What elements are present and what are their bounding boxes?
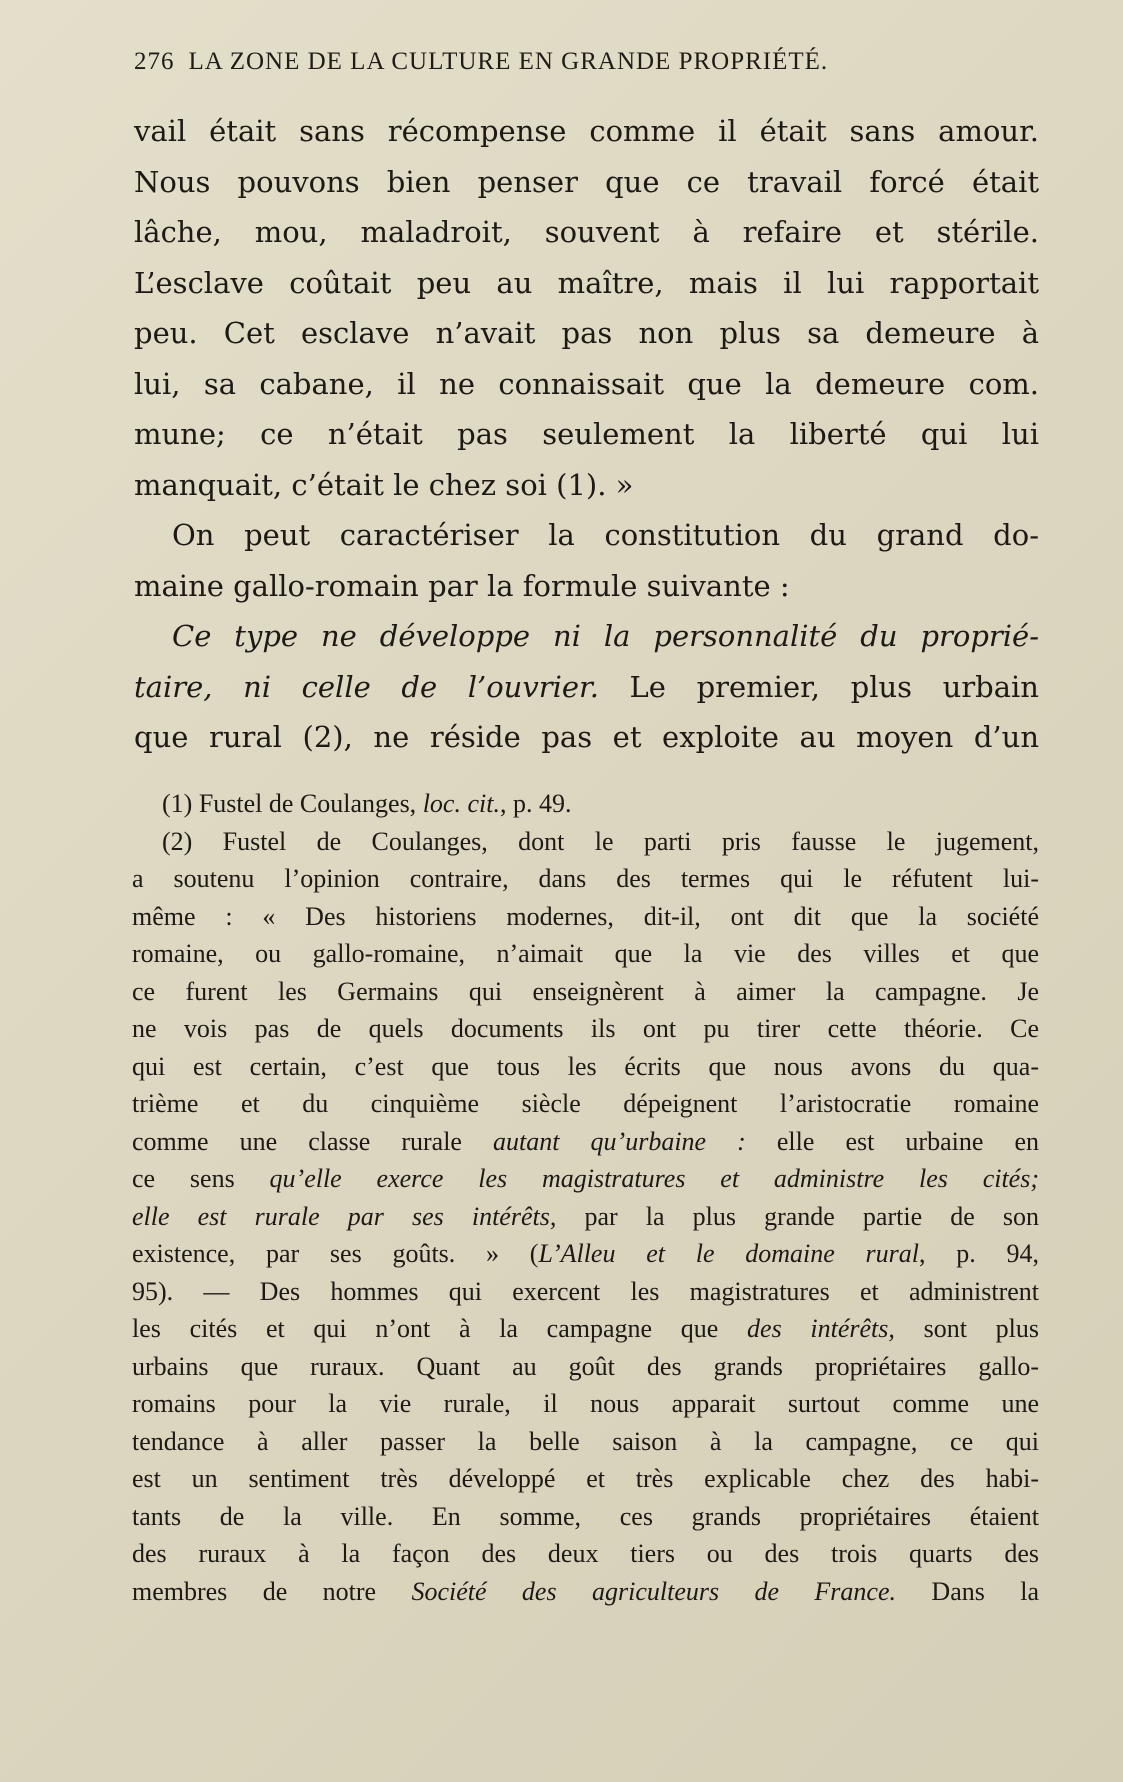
footnote-2-line: est un sentiment très développé et très explicable chez des habi- bbox=[132, 1464, 1039, 1493]
footnote-text: , p. 94, bbox=[919, 1239, 1039, 1268]
footnote-1 bbox=[132, 785, 1039, 823]
footnote-text: existence, par ses goûts. » ( bbox=[132, 1239, 539, 1268]
text-line: On peut caractériser la constitution du grand do- bbox=[172, 518, 1039, 552]
footnote-2-line bbox=[132, 1310, 1039, 1348]
page-number: 276 bbox=[134, 48, 175, 75]
footnote-italic: autant qu’urbaine : bbox=[493, 1126, 746, 1156]
footnote-text: , p. 49. bbox=[499, 789, 572, 818]
footnote-text: (1) Fustel de Coulanges, bbox=[162, 789, 423, 818]
footnote-text: membres de notre bbox=[132, 1576, 412, 1606]
footnote-text: elle est urbaine en bbox=[745, 1126, 1039, 1156]
main-text bbox=[134, 106, 1039, 763]
footnote-text: ce sens bbox=[132, 1164, 270, 1193]
footnote-italic: loc. cit. bbox=[422, 789, 500, 818]
footnote-2-line bbox=[132, 1160, 1039, 1198]
footnote-2-line: des ruraux à la façon des deux tiers ou des trois quarts des bbox=[132, 1539, 1039, 1568]
text-line bbox=[134, 662, 1039, 713]
footnote-italic: qu’elle exerce les magistratures et administre les cités; bbox=[269, 1164, 1040, 1193]
text-line: lui, sa cabane, il ne connaissait que la demeure com. bbox=[134, 366, 1039, 401]
footnote-2-line: a soutenu l’opinion contraire, dans des termes qui le réfutent lui- bbox=[132, 864, 1039, 893]
footnote-2-line: tendance à aller passer la belle saison à la campagne, ce qui bbox=[132, 1426, 1039, 1456]
text-line: Ce type ne développe ni la personnalité du proprié- bbox=[172, 619, 1039, 653]
footnote-2-line: (2) Fustel de Coulanges, dont le parti pris fausse le jugement, bbox=[162, 826, 1039, 856]
footnote-italic: L’Alleu et le domaine rural bbox=[538, 1239, 919, 1268]
footnote-italic: elle est rurale par ses intérêts, bbox=[132, 1201, 557, 1231]
footnote-2-line: qui est certain, c’est que tous les écrits que nous avons du qua- bbox=[132, 1051, 1039, 1081]
footnote-2-line: trième et du cinquième siècle dépeignent l’aristocratie romaine bbox=[132, 1089, 1039, 1118]
text-line: vail était sans récompense comme il était sans amour. bbox=[134, 114, 1039, 148]
footnote-2-line: ne vois pas de quels documents ils ont pu tirer cette théorie. Ce bbox=[132, 1014, 1039, 1043]
footnote-2-line bbox=[132, 1198, 1039, 1236]
text-line: maine gallo-romain par la formule suivante : bbox=[134, 568, 790, 603]
footnote-2-line bbox=[132, 1235, 1039, 1273]
text-line: mune; ce n’était pas seulement la liberté qui lui bbox=[134, 417, 1039, 451]
text-run: Le premier, plus urbain bbox=[598, 669, 1039, 704]
footnote-2-line: urbains que ruraux. Quant au goût des grands propriétaires gallo- bbox=[132, 1351, 1039, 1381]
footnote-2-line: romaine, ou gallo-romaine, n’aimait que la vie des villes et que bbox=[132, 939, 1039, 968]
text-line: Nous pouvons bien penser que ce travail forcé était bbox=[134, 164, 1039, 199]
footnote-text: sont plus bbox=[894, 1314, 1039, 1343]
footnote-2-line: même : « Des historiens modernes, dit-il, ont dit que la société bbox=[132, 901, 1039, 931]
italic-phrase: taire, ni celle de l’ouvrier. bbox=[134, 669, 599, 704]
footnote-italic: Société des agriculteurs de France. bbox=[411, 1576, 897, 1606]
footnote-text: Dans la bbox=[896, 1576, 1040, 1606]
running-header bbox=[134, 48, 1014, 76]
footnote-2-line: tants de la ville. En somme, ces grands propriétaires étaient bbox=[132, 1501, 1039, 1531]
footnote-2-line bbox=[132, 1123, 1039, 1161]
footnote-text: les cités et qui n’ont à la campagne que bbox=[132, 1314, 748, 1343]
footnote-2-line: 95). — Des hommes qui exercent les magistratures et administrent bbox=[132, 1276, 1039, 1306]
footnote-2-line: ce furent les Germains qui enseignèrent à aimer la campagne. Je bbox=[132, 976, 1039, 1006]
text-line: lâche, mou, maladroit, souvent à refaire et stérile. bbox=[134, 215, 1039, 249]
text-line: peu. Cet esclave n’avait pas non plus sa demeure à bbox=[134, 316, 1039, 350]
text-line: que rural (2), ne réside pas et exploite au moyen d’un bbox=[134, 720, 1039, 754]
footnote-italic: des intérêts, bbox=[747, 1314, 895, 1343]
footnote-2-line bbox=[132, 1573, 1039, 1611]
footnote-2-line: romains pour la vie rurale, il nous apparait surtout comme une bbox=[132, 1389, 1039, 1418]
running-title: LA ZONE DE LA CULTURE EN GRANDE PROPRIÉTÉ. bbox=[188, 48, 829, 75]
text-line: manquait, c’était le chez soi (1). » bbox=[134, 467, 634, 502]
text-line: L’esclave coûtait peu au maître, mais il lui rapportait bbox=[134, 265, 1039, 300]
footnote-text: par la plus grande partie de son bbox=[556, 1201, 1039, 1231]
footnote-text: comme une classe rurale bbox=[132, 1126, 494, 1156]
footnotes bbox=[132, 785, 1039, 1610]
